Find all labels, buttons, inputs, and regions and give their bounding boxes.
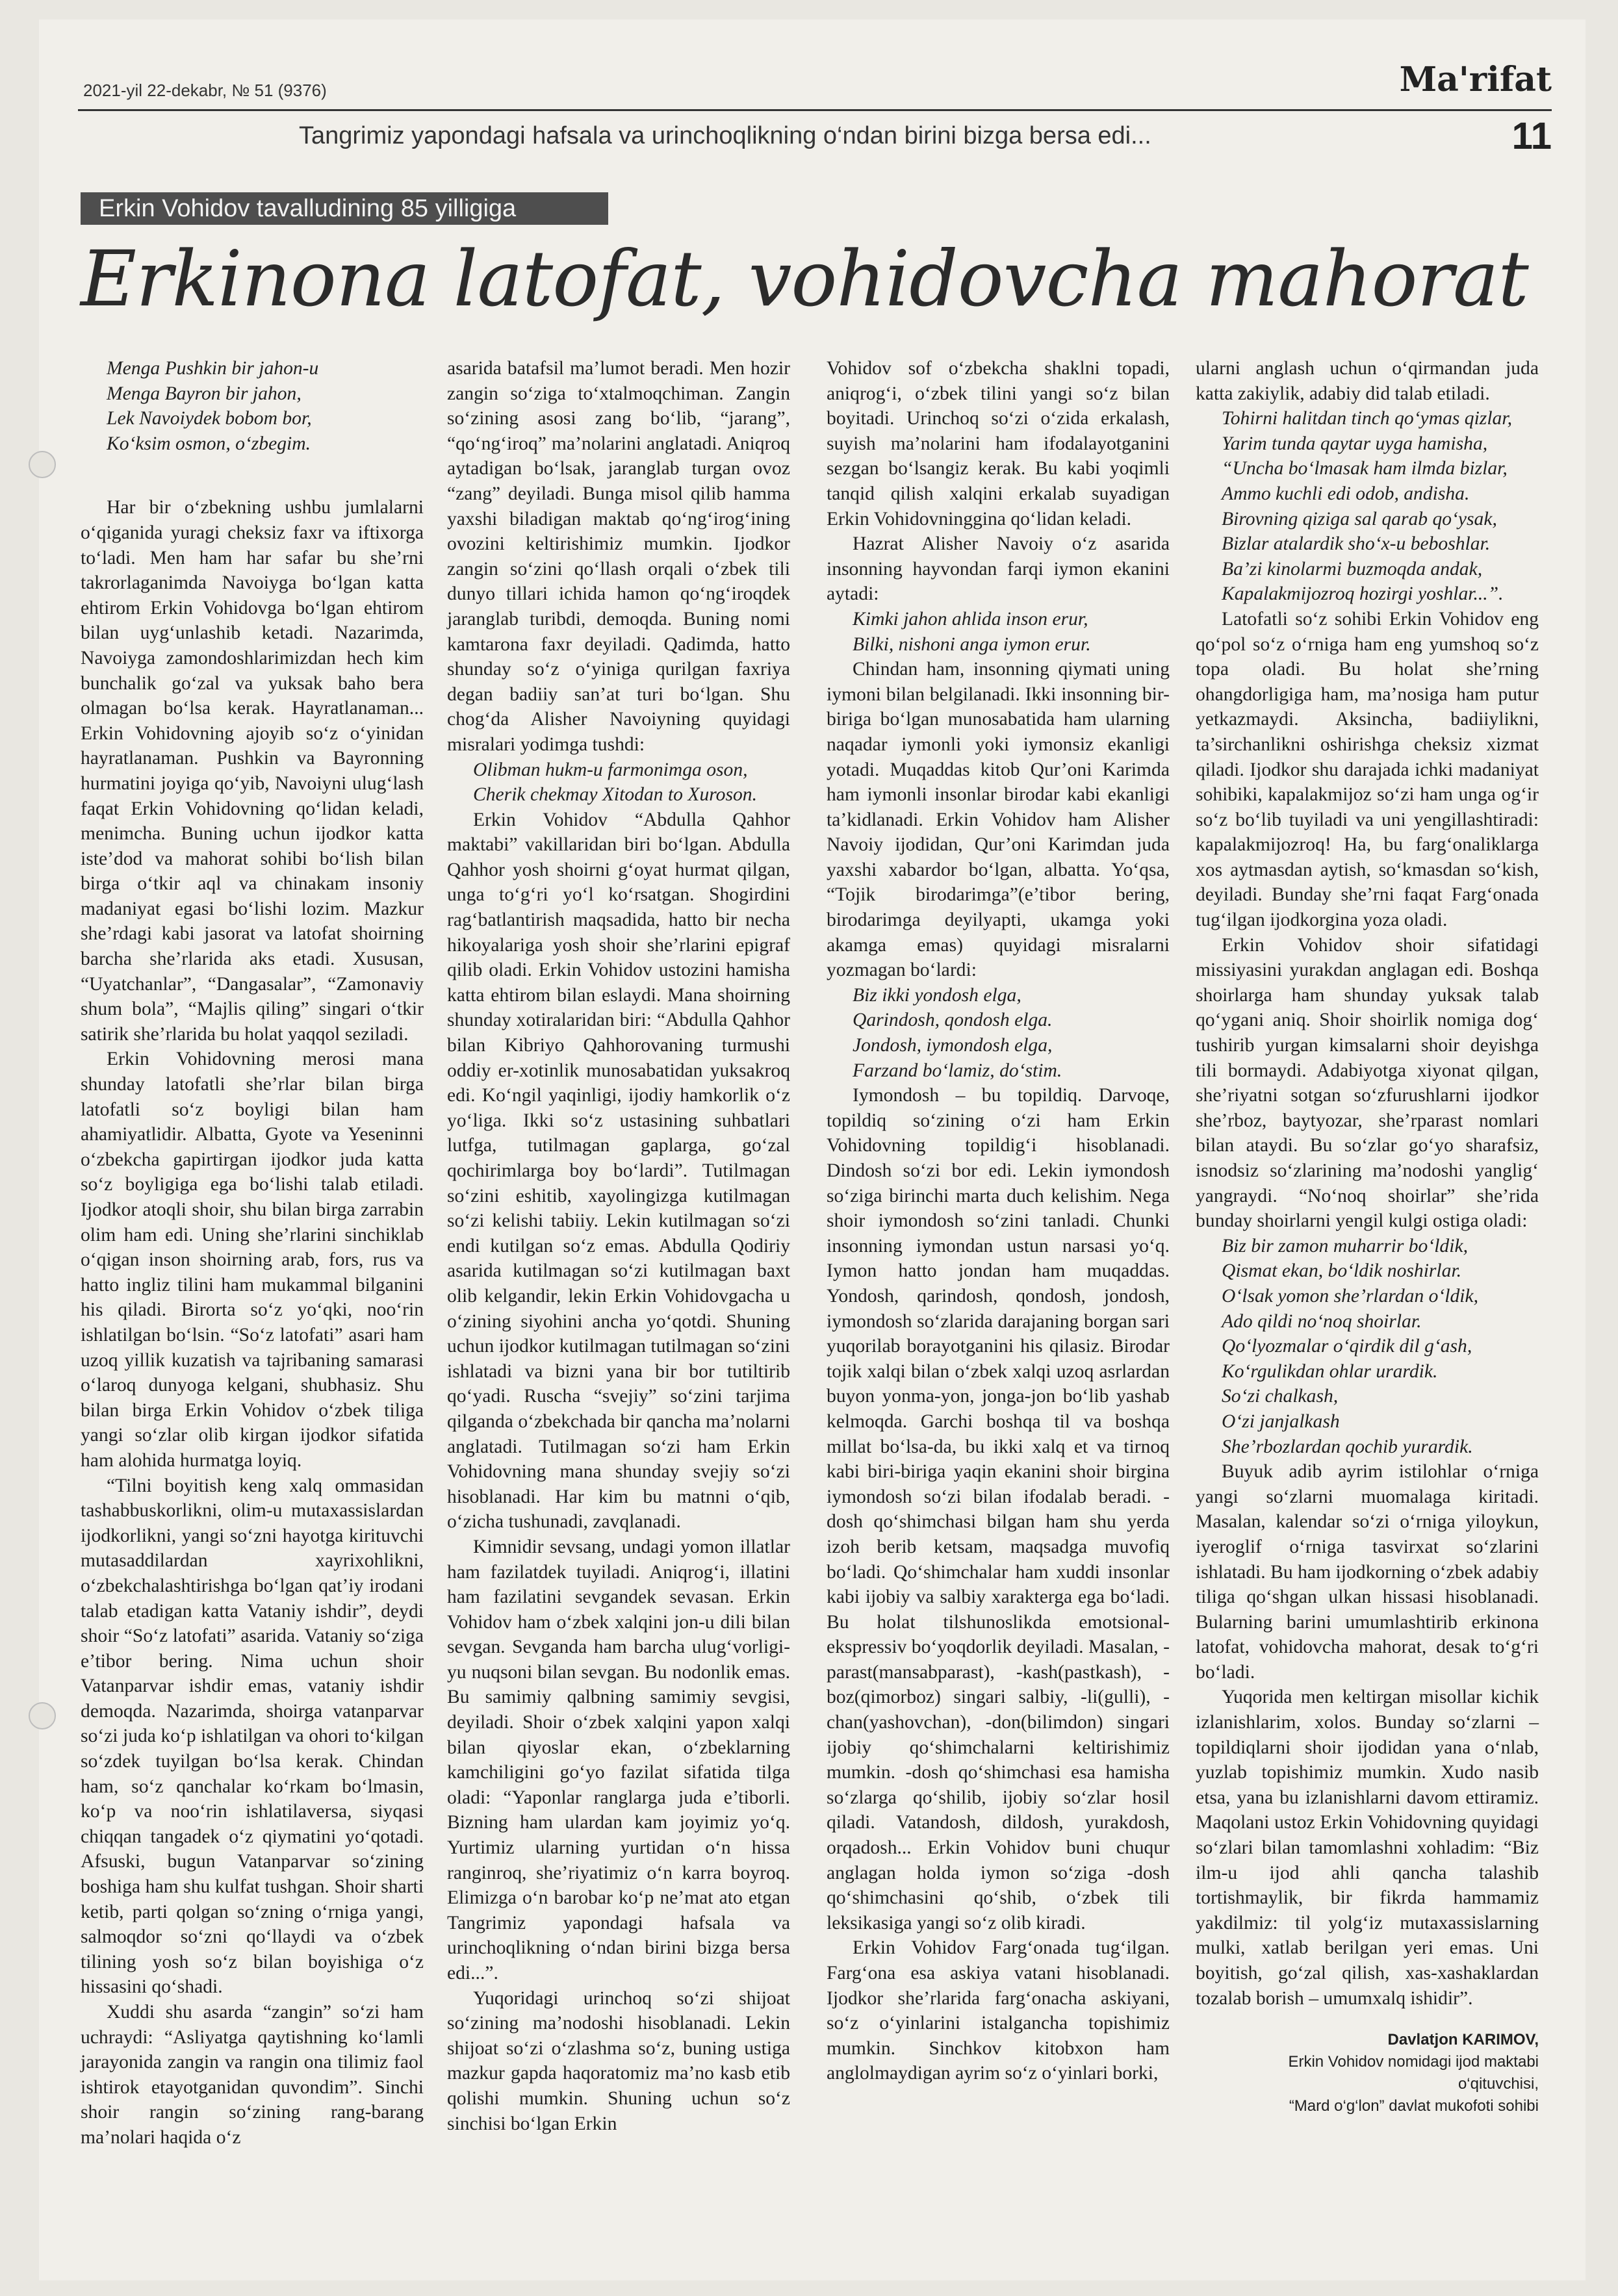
paragraph: Iymondosh – bu topildiq. Darvoqe, topildiq so‘zining o‘zi ham Erkin Vohidovning topildig‘i hisoblanadi. Dindosh so‘zi bor edi. Lekin iymondosh so‘ziga birinchi marta duch kelishim. Nega shoir iymondosh so‘zini tanladi. Chunki insonning iymondan ustun narsasi yo‘q. Iymon hatto jondan ham muqaddas. Yondosh, qarindosh, qondosh, jondosh, iymondosh so‘zlarida darajaning borgan sari yuqorilab borayotganini his qilasiz. Birodar tojik xalqi bilan o‘zbek xalqi uzoq asrlardan buyon yonma-yon, jonga-jon bo‘lib yashab kelmoqda. Garchi boshqa til va boshqa millat bo‘lsa-da, bu ikki xalq et va tirnoq kabi biri-biriga yaqin ekanini shoir birgina iymondosh so‘zi bilan ifodalab beradi. -dosh qo‘shimchasi bilgan ham shu yerda izoh berib ketsam, maqsadga muvofiq bo‘ladi. Qo‘shimchalar ham xuddi insonlar kabi ijobiy va salbiy xarakterga ega bo‘ladi. Bu holat tilshunoslikda emotsional-ekspressiv bo‘yoqdorlik deyiladi. Masalan, -parast(mansabparast), -kash(pastkash), -boz(qimorboz) singari salbiy, -li(gulli), -chan(yashovchan), -don(bilimdon) singari ijobiy qo‘shimchalarni keltirishimiz mumkin. -dosh qo‘shimchasi esa hamisha so‘zlarga qo‘shilib, ijobiy so‘zlar hosil qiladi. Vatandosh, dildosh, yurakdosh, orqadosh... Erkin Vohidov buni chuqur anglagan holda iymon so‘ziga -dosh qo‘shimchasini qo‘shib, o‘zbek tili leksikasiga yangi so‘z olib kiradi. [827, 1085, 1170, 1933]
article-column-2 [447, 356, 790, 2136]
verse-line: Yarim tunda qaytar uyga hamisha, [1222, 433, 1488, 454]
epigraph-line: Lek Navoiydek bobom bor, [107, 408, 312, 429]
verse-line: Bilki, nishoni anga iymon erur. [853, 633, 1091, 655]
binder-hole-icon [29, 1702, 56, 1729]
verse-line: Ba’zi kinolarmi buzmoqda andak, [1222, 558, 1483, 580]
article-kicker: Erkin Vohidov tavalludining 85 yilligiga [81, 192, 608, 225]
verse-line: “Uncha bo‘lmasak ham ilmda bizlar, [1222, 458, 1508, 479]
epigraph-line: Menga Bayron bir jahon, [107, 383, 302, 404]
article-column-1 [81, 356, 424, 2150]
verse-line: Kapalakmijozroq hozirgi yoshlar...”. [1222, 583, 1504, 605]
paragraph: Xuddi shu asarda “zangin” so‘zi ham uchraydi: “Asliyatga qaytishning ko‘lamli jarayonida zangin va rangin ona tilimiz faol ishtirok etayotganidan quvondim”. Sinchi shoir rangin so‘zining rang-barang ma’nolari haqida o‘z [81, 2002, 424, 2148]
paragraph: asarida batafsil ma’lumot beradi. Men hozir zangin so‘ziga to‘xtalmoqchiman. Zangin so‘zining asosi zang bo‘lib, “jarang”, “qo‘ng‘iroq” ma’nolarini anglatadi. Aniqroq aytadigan bo‘lsak, jaranglab turgan ovoz “zang” deyiladi. Bunga misol qilib hamma yaxshi biladigan maktab qo‘ng‘irog‘ining ovozini keltirishimiz mumkin. Ijodkor zangin so‘zini qo‘llash orqali o‘zbek tili dunyo tillari ichida hamon qo‘ng‘iroqdek jaranglab turibdi, demoqda. Buning nomi kamtarona faxr deyiladi. Qadimda, hatto shunday so‘z o‘yiniga qurilgan faxriya degan badiiy san’at turi bo‘lgan. Shu chog‘da Alisher Navoiyning quyidagi misralari yodimga tushdi: [447, 358, 790, 755]
paragraph: Kimnidir sevsang, undagi yomon illatlar ham fazilatdek tuyiladi. Aniqrog‘i, illatini ham fazilatini sevgandek sevasan. Erkin Vohidov ham o‘zbek xalqini jon-u dili bilan sevgan. Sevganda ham barcha ulug‘vorligi-yu nuqsoni bilan sevgan. Bu nodonlik emas. Bu samimiy qalbning samimiy sevgisi, deyiladi. Shoir o‘zbek xalqini yapon xalqi bilan qiyoslar ekan, o‘zbeklarning kamchiligini go‘yo fazilat sifatida tilga oladi: “Yaponlar ranglarga juda e’tiborli. Bizning ham ulardan kam joyimiz yo‘q. Yurtimiz ularning yurtidan o‘n hissa ranginroq, she’riyatimiz o‘n karra boyroq. Elimizga o‘n barobar ko‘p ne’mat ato etgan Tangrimiz yapondagi hafsala va urinchoqlikning o‘ndan birini bizga bersa edi...”. [447, 1536, 790, 1983]
verse-line: She’rbozlardan qochib yurardik. [1222, 1436, 1473, 1457]
verse-quote [827, 983, 1170, 1083]
verse-line: Bizlar atalardik sho‘x-u beboshlar. [1222, 533, 1491, 555]
verse-line: Tohirni halitdan tinch qo‘ymas qizlar, [1222, 408, 1512, 429]
paragraph: Erkin Vohidov Farg‘onada tug‘ilgan. Farg‘ona esa askiya vatani hisoblanadi. Ijodkor she’rlarida farg‘onacha askiyani, so‘z o‘yinlarini istalgancha topishimiz mumkin. Sinchkov kitobxon ham anglolmaydigan ayrim so‘z o‘yinlari borki, [827, 1937, 1170, 2084]
verse-line: Ko‘rgulikdan ohlar urardik. [1222, 1360, 1438, 1382]
verse-line: Olibman hukm-u farmonimga oson, [473, 759, 748, 780]
verse-quote [1196, 406, 1539, 607]
verse-line: Kimki jahon ahlida inson erur, [853, 608, 1088, 630]
author-title: o‘qituvchisi, [1457, 2075, 1539, 2093]
verse-line: Birovning qiziga sal qarab qo‘ysak, [1222, 508, 1497, 529]
verse-quote [1196, 1234, 1539, 1459]
paragraph: Buyuk adib ayrim istilohlar o‘rniga yangi so‘zlarni muomalaga kiritadi. Masalan, kalendar so‘zi o‘rniga yiloykun, iyeroglif o‘rniga tasvirxat so‘zlarini ishlatadi. Bu ham ijodkorning o‘zbek adabiy tiliga qo‘shgan ulkan hissasi hisoblanadi. Bularning barini umumlashtirib erkinona latofat, vohidovcha mahorat, desak to‘g‘ri bo‘ladi. [1196, 1461, 1539, 1683]
paragraph: Chindan ham, insonning qiymati uning iymoni bilan belgilanadi. Ikki insonning bir-biriga bo‘lgan munosabatida ham ularning naqadar iymonli yoki iymonsiz ekanligi yotadi. Muqaddas kitob Qur’oni Karimda ham iymonli insonlar birodar kabi ekanligi ta’kidlanadi. Erkin Vohidov ham Alisher Navoiy ijodidan, Qur’oni Karimdan juda yaxshi xabardor bo‘lgan, albatta. Yo‘qsa, “Tojik birodarimga”(e’tibor bering, birodarimga deyilyapti, ukamga yoki akamga emas) quyidagi misralarni yozmagan bo‘lardi: [827, 659, 1170, 981]
verse-line: Biz ikki yondosh elga, [853, 984, 1021, 1006]
binder-hole-icon [29, 451, 56, 478]
epigraph [81, 356, 424, 456]
author-title: Erkin Vohidov nomidagi ijod maktabi [1288, 2053, 1539, 2071]
header-divider [78, 109, 1552, 111]
paragraph: Har bir o‘zbekning ushbu jumlalarni o‘qiganida yuragi cheksiz faxr va iftixorga to‘ladi. Men ham har safar bu she’rni takrorlaganimda Navoiyga bo‘lgan katta ehtirom Erkin Vohidovga bo‘lgan ehtirom bilan uyg‘unlashib ketadi. Nazarimda, Navoiyga zamondoshlarimizdan hech kim bunchalik go‘zal va yuksak baho bera olmagan bo‘lsa kerak. Hayratlanaman... Erkin Vohidovning ajoyib so‘z o‘yinidan hayratlanaman. Pushkin va Bayronning hurmatini joyiga qo‘yib, Navoiyni ulug‘lash faqat Erkin Vohidovning qo‘lidan keladi, menimcha. Buning uchun ijodkor katta iste’dod va mahorat sohibi bo‘lish bilan birga o‘tkir aql va chinakam insoniy madaniyat egasi bo‘lishi lozim. Mazkur she’rdagi kabi jasorat va latofat shoirning barcha she’rlarida aks etadi. Xususan, “Uyatchanlar”, “Dangasalar”, “Zamonaviy shum bola”, “Majlis qiling” singari o‘tkir satirik she’rlarida bu holat yaqqol seziladi. [81, 497, 424, 1045]
paragraph: “Tilni boyitish keng xalq ommasidan tashabbuskorlikni, olim-u mutaxassislardan ijodkorlikni, yangi so‘zni hayotga kirituvchi mutasaddilardan xayrixohlikni, o‘zbekchalashtirishga bo‘lgan qat’iy irodani talab etadigan katta Vataniy ishdir”, deydi shoir “So‘z latofati” asarida. Vataniy so‘ziga e’tibor bering. Nima uchun shoir Vatanparvar ishdir emas, vataniy ishdir demoqda. Nazarimda, shoirga vatanparvar so‘zi juda ko‘p ishlatilgan va ohori to‘kilgan so‘zdek tuyilgan bo‘lsa kerak. Chindan ham, so‘z qanchalar ko‘rkam bo‘lmasin, ko‘p va noo‘rin ishlatilaversa, siyqasi chiqqan tangadek o‘z qiymatini yo‘qotadi. Afsuski, bugun Vatanparvar so‘zining boshiga ham shu kulfat tushgan. Shoir sharti ketib, parti qolgan so‘zning o‘rniga yangi, salmoqdor so‘zni qo‘llaydi va o‘zbek tilining yosh so‘z bilan boyishiga o‘z hissasini qo‘shadi. [81, 1475, 424, 1998]
paragraph: Hazrat Alisher Navoiy o‘z asarida insonning hayvondan farqi iymon ekanini aytadi: [827, 533, 1170, 605]
page-number: 11 [1511, 115, 1552, 157]
paragraph: Erkin Vohidovning merosi mana shunday latofatli she’rlar bilan birga latofatli so‘z boyligi bilan ham ahamiyatlidir. Albatta, Gyote va Yeseninni o‘zbekcha gapirtirgan ijodkor juda katta so‘z boyligiga ega bo‘lishi talab etiladi. Ijodkor atoqli shoir, shu bilan birga zarrabin olim ham edi. Uning she’rlarini sinchiklab o‘qigan inson shoirning arab, fors, rus va hatto ingliz tilini ham mukammal bilganini his qiladi. Birorta so‘z yo‘qki, noo‘rin ishlatilgan bo‘lsin. “So‘z latofati” asari ham uzoq yillik kuzatish va tajribaning samarasi o‘laroq dunyoga kelgani, shubhasiz. Shu bilan birga Erkin Vohidov o‘zbek tiliga yangi so‘zlar olib kirgan ijodkor sifatida ham alohida hurmatga loyiq. [81, 1049, 424, 1471]
paragraph: Vohidov sof o‘zbekcha shaklni topadi, aniqrog‘i, o‘zbek tilini yangi so‘z bilan boyitadi. Urinchoq so‘zi o‘zida erkalash, suyish ma’nolarini ham ifodalayotganini sezgan bo‘lsangiz kerak. Bu kabi yoqimli tanqid qilish xalqini erkalab suyadigan Erkin Vohidovninggina qo‘lidan keladi. [827, 358, 1170, 529]
verse-quote [447, 758, 790, 808]
verse-line: Cherik chekmay Xitodan to Xuroson. [473, 784, 757, 806]
verse-line: Ammo kuchli edi odob, andisha. [1222, 483, 1470, 504]
verse-quote [827, 607, 1170, 657]
paragraph: Erkin Vohidov “Abdulla Qahhor maktabi” vakillaridan biri bo‘lgan. Abdulla Qahhor yosh shoirni g‘oyat hurmat qilgan, unga to‘g‘ri yo‘l ko‘rsatgan. Shogirdini rag‘batlantirish maqsadida, hatto bir necha hikoyalariga yosh shoir she’rlarini epigraf qilib oladi. Erkin Vohidov ustozini hamisha katta ehtirom bilan eslaydi. Mana shoirning shunday xotiralaridan biri: “Abdulla Qahhor bilan Kibriyo Qahhorovaning turmushi oddiy er-xotinlik munosabatidan yuksakroq edi. Ko‘ngil yaqinligi, ijodiy hamkorlik o‘z yo‘liga. Ikki so‘z ustasining suhbatlari lutfga, tutilmagan gaplarga, go‘zal qochirimlarga boy bo‘lardi”. Tutilmagan so‘zini eshitib, xayolingizga kutilmagan so‘zi kelishi tabiiy. Lekin kutilmagan so‘zi endi kutilgan so‘z emas. Abdulla Qodiriy asarida kutilmagan so‘zi kutilmagan baxt olib kelgandir, lekin Erkin Vohidovgacha u o‘zining siyohini ancha yo‘qotdi. Shuning uchun ijodkor kutilmagan tutilmagan so‘zini ishlatadi va bizni yana bir bor tutiltirib qo‘yadi. Ruscha “svejiy” so‘zini tarjima qilganda o‘zbekchada bir qancha ma’nolarni anglatadi. Tutilmagan so‘zi ham Erkin Vohidovning mana shunday svejiy so‘zi hisoblanadi. Har kim bu matnni o‘qib, o‘zicha tushunadi, zavqlanadi. [447, 809, 790, 1533]
article-column-3 [827, 356, 1170, 2086]
epigraph-line: Ko‘ksim osmon, o‘zbegim. [107, 433, 311, 454]
verse-line: Biz bir zamon muharrir bo‘ldik, [1222, 1235, 1468, 1256]
article-headline: Erkinona latofat, vohidovcha mahorat [81, 234, 1528, 324]
verse-line: O‘zi janjalkash [1222, 1410, 1340, 1432]
article-column-4 [1196, 356, 1539, 2117]
paragraph: Yuqoridagi urinchoq so‘zi shijoat so‘zining ma’nodoshi hisoblanadi. Lekin shijoat so‘zi o‘zlashma so‘z, buning ustiga mazkur gapda haqoratomiz ma’no kasb etib qolishi mumkin. Shuning uchun so‘z sinchisi bo‘lgan Erkin [447, 1987, 790, 2134]
verse-line: Qo‘lyozmalar o‘qirdik dil g‘ash, [1222, 1336, 1472, 1357]
verse-line: Farzand bo‘lamiz, do‘stim. [853, 1060, 1062, 1081]
paragraph: ularni anglash uchun o‘qirmandan juda katta zakiylik, adabiy did talab etiladi. [1196, 358, 1539, 404]
paragraph: Erkin Vohidov shoir sifatidagi missiyasini yurakdan anglagan edi. Boshqa shoirlarga ham shunday yuksak talab qo‘ygani aniq. Shoir shoirlik nomiga dog‘ tushirib yurgan kimsalarni shoir deyishga tili bormaydi. Adabiyotga xiyonat qilgan, she’riyatni sotgan so‘zfurushlarni ijodkor she’rboz, baytyozar, she’rparast nomlari bilan ataydi. Bu so‘zlar go‘yo sharafsiz, isnodsiz so‘zlarining ma’nodoshi yanglig‘ yangraydi. “No‘noq shoirlar” she’rida bunday shoirlarni yengil kulgi ostiga oladi: [1196, 934, 1539, 1232]
running-quote: Tangrimiz yapondagi hafsala va urinchoqlikning o‘ndan birini bizga bersa edi... [299, 122, 1151, 149]
verse-line: So‘zi chalkash, [1222, 1386, 1339, 1407]
paragraph: Yuqorida men keltirgan misollar kichik izlanishlarim, xolos. Bunday so‘zlarni – topildiqlarni shoir ijodidan yana o‘nlab, yuzlab topishimiz mumkin. Xudo nasib etsa, yana bu izlanishlarni davom ettiramiz. Maqolani ustoz Erkin Vohidovning quyidagi so‘zlari bilan tamomlashni xohladim: “Biz ilm-u ijod ahli qancha talashib tortishmaylik, bir fikrda hammamiz yakdilmiz: til yolg‘iz mutaxassislarning mulki, xatlab berilgan yeri emas. Uni boyitish, go‘zal qilish, xas-xashaklardan tozalab borish – umumxalq ishidir”. [1196, 1687, 1539, 2009]
epigraph-line: Menga Pushkin bir jahon-u [107, 358, 319, 379]
verse-line: Jondosh, iymondosh elga, [853, 1035, 1053, 1056]
verse-line: Qarindosh, qondosh elga. [853, 1010, 1053, 1031]
newspaper-logo: Ma'rifat [1399, 60, 1552, 99]
author-award: “Mard o‘g‘lon” davlat mukofoti sohibi [1289, 2097, 1539, 2115]
paragraph: Latofatli so‘z sohibi Erkin Vohidov eng qo‘pol so‘z o‘rniga ham eng yumshoq so‘z topa oladi. Bu holat she’rning ohangdorligiga ham, ma’nosiga ham putur yetkazmaydi. Aksincha, badiiylikni, ta’sirchanlikni oshirishga cheksiz xizmat qiladi. Ijodkor shu darajada ichki madaniyat sohibiki, kapalakmijoz so‘zi ham unga og‘ir so‘z bo‘lib tuyiladi va uni yengillashtiradi: kapalakmijozroq! Ha, bu farg‘onaliklarga xos aytmasdan aytish, so‘kmasdan so‘kish, deyiladi. Bunday she’rni faqat Farg‘onada tug‘ilgan ijodkorgina yoza oladi. [1196, 608, 1539, 931]
author-name: Davlatjon KARIMOV, [1387, 2031, 1539, 2049]
verse-line: O‘lsak yomon she’rlardan o‘ldik, [1222, 1285, 1479, 1307]
issue-date: 2021-yil 22-dekabr, № 51 (9376) [83, 81, 327, 100]
verse-line: Qismat ekan, bo‘ldik noshirlar. [1222, 1260, 1462, 1282]
verse-line: Ado qildi no‘noq shoirlar. [1222, 1310, 1422, 1332]
author-signature [1196, 2029, 1539, 2117]
